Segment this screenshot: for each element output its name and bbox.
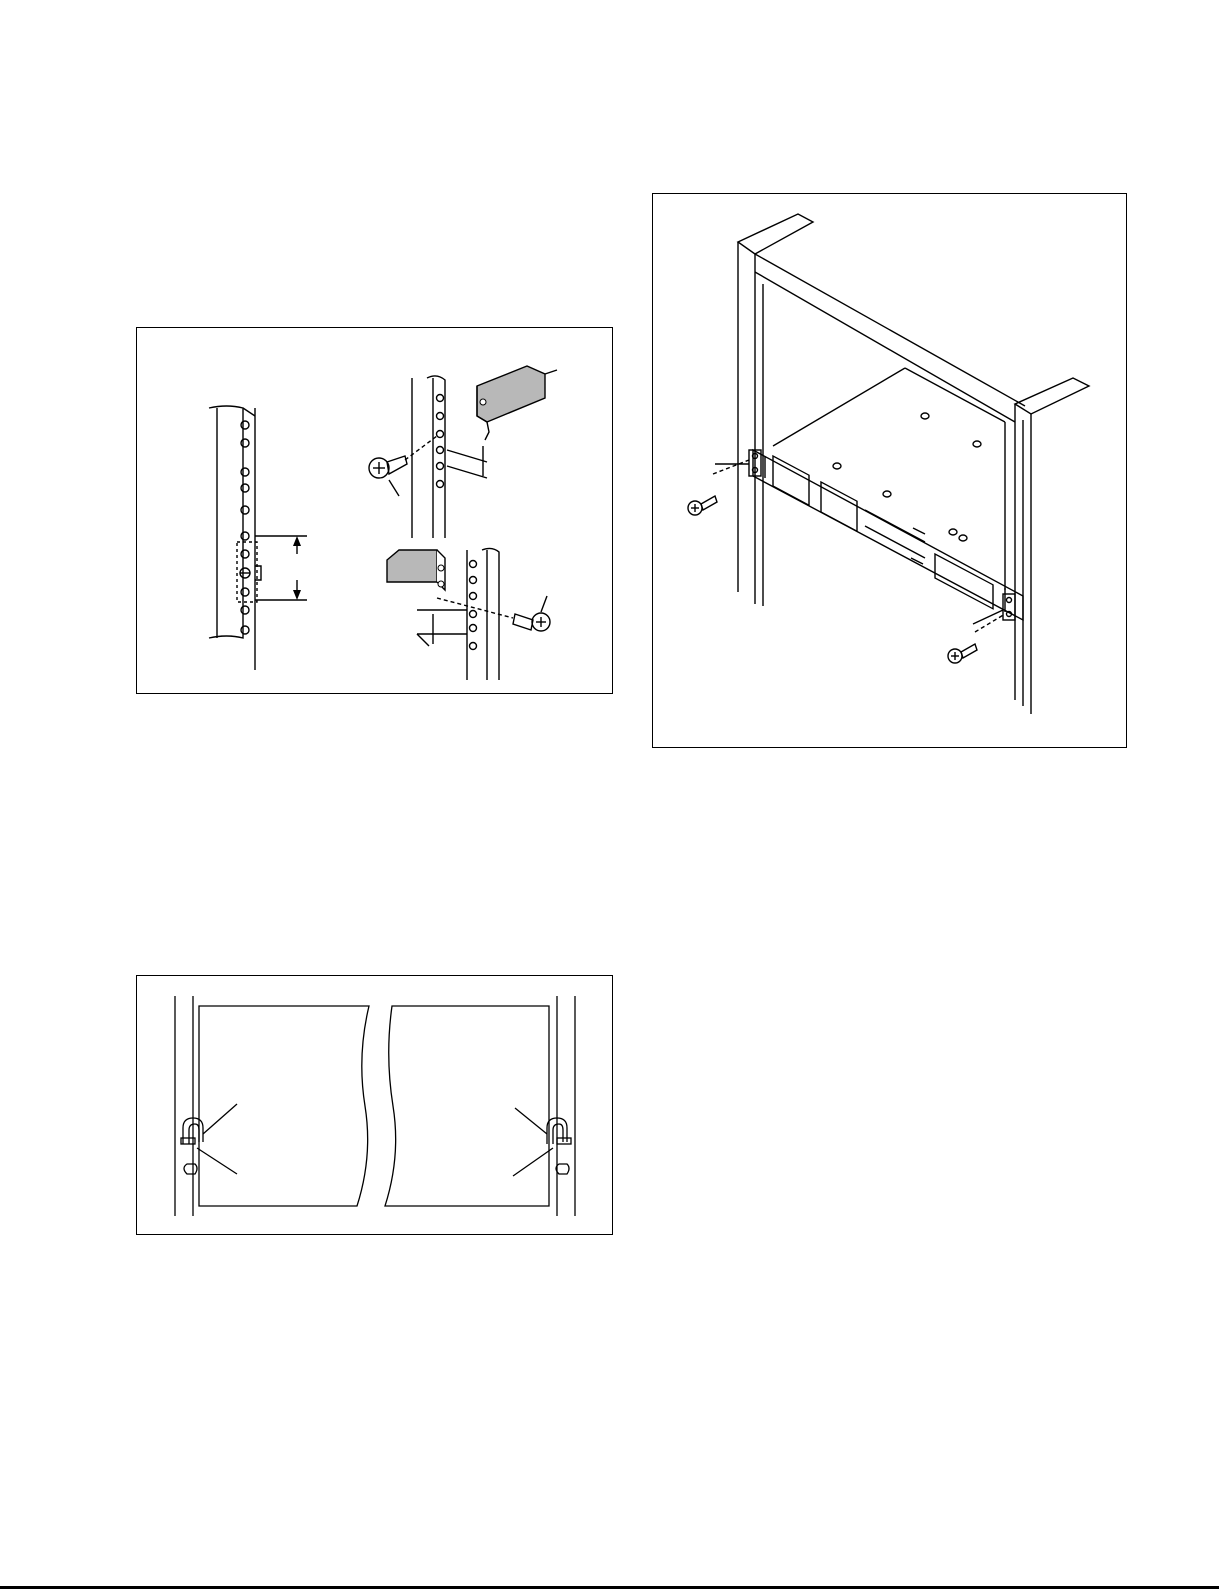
figure-rack-mount-install — [652, 193, 1127, 748]
figure-rack-rail-detail — [136, 327, 613, 694]
figure-chassis-front-view — [136, 975, 613, 1235]
chassis-front-view-drawing — [137, 976, 614, 1236]
rack-mount-install-drawing — [653, 194, 1128, 749]
rack-rail-detail-drawing — [137, 328, 614, 695]
